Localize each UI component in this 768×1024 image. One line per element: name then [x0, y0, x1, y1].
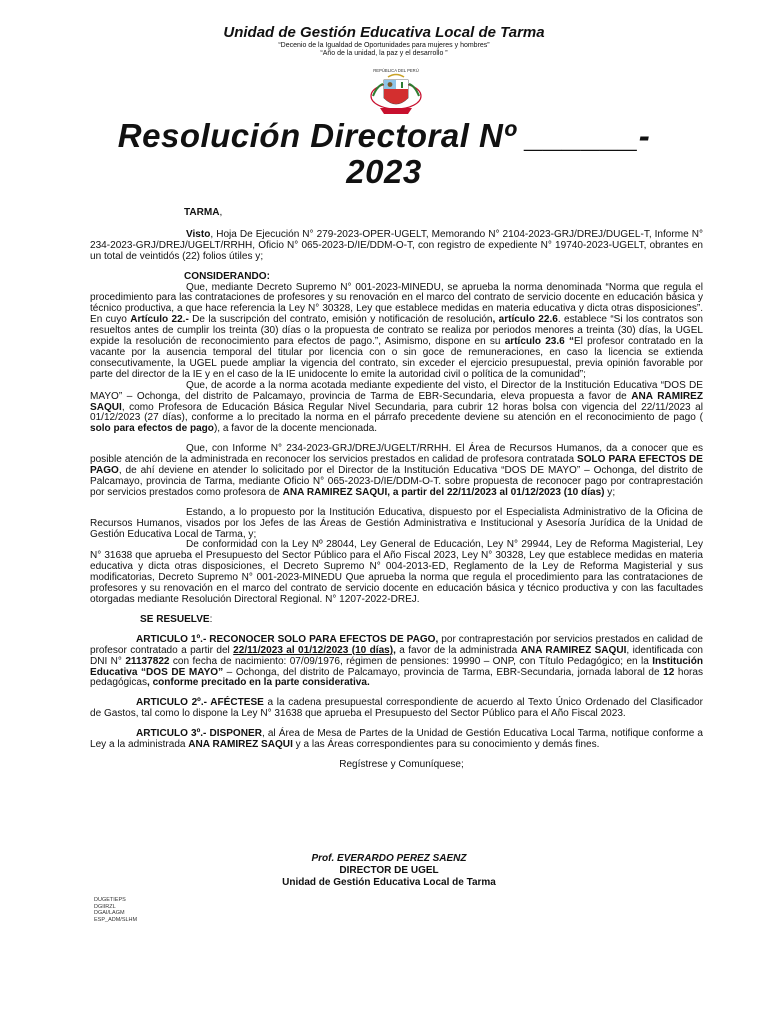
place-line: TARMA,: [184, 207, 223, 218]
title-line-2: 2023: [346, 153, 422, 190]
signatory-role: DIRECTOR DE UGEL: [339, 865, 439, 876]
motto-line-2: “Año de la unidad, la paz y el desarrollo ”: [320, 50, 448, 57]
routing-code: DGIIRZL: [94, 903, 116, 910]
motto-line-1: “Decenio de la Igualdad de Oportunidades para mujeres y hombres”: [278, 42, 490, 49]
article-2: ARTICULO 2º.- AFÉCTESE a la cadena presupuestal correspondiente de acuerdo al Texto Único Ordenado del Clasificador de Gastos, tal como lo dispone la Ley N° 31638 que aprueba el Presupuesto del Sector Público para el Año Fiscal 2023.: [90, 697, 703, 720]
routing-code: DUGETIEPS: [94, 897, 126, 903]
routing-code: DGAI/LAGM: [94, 910, 125, 916]
considerando-paragraph-2: Que, de acorde a la norma acotada mediante expediente del visto, el Director de la Institución Educativa “DOS DE MAYO” – Ochonga, del distrito de Palcamayo, provincia de Tarma de EBR-Secundaria, eleva propuesta a favor de ANA RAMIREZ SAQUI, como Profesora de Educación Básica Regular Nivel Secundaria, para cubrir 12 horas bolsa con vigencia del 22/11/2023 al 01/12/2023 (27 días), conforme a lo precitado la norma en el párrafo precedente deviene su atención en el reconocimiento de pago ( solo para efectos de pago), a favor de la docente mencionada.: [90, 379, 703, 435]
document-body: [90, 208, 703, 771]
coat-of-arms-logo: [368, 66, 424, 122]
considerando-paragraph-3: Que, con Informe N° 234-2023-GRJ/DREJ/UGELT/RRHH. El Área de Recursos Humanos, da a conocer que es posible atención de la administrada en reconocer los servicios prestados en calidad de profesora contratada SOLO PARA EFECTOS DE PAGO, de ahí deviene en atender lo solicitado por el Director de la Institución Educativa “DOS DE MAYO” – Ochonga, del distrito de Palcamayo, provincia de Tarma, mediante Oficio N° 065-2023-D/IE/DDM-O-T. sobre propuesta de reconocer pago por contraprestación por servicios prestados como profesora de ANA RAMIREZ SAQUI, a partir del 22/11/2023 al 01/12/2023 (10 días) y;: [90, 443, 703, 498]
considerando-paragraph-5: De conformidad con la Ley Nº 28044, Ley General de Educación, Ley N° 29944, Ley de Reforma Magisterial, Ley N° 31638 que aprueba el Presupuesto del Sector Público para el Año Fiscal 2023, Ley N° 30328, Ley que establece medidas en materia educativa y dicta otras disposiciones, el Decreto Supremo N° 004-2013-ED, Reglamento de la Ley de Reforma Magisterial y sus modificatorias, Decreto Supremo N° 001-2023-MINEDU Que aprueba la norma que regula el procedimiento para las contrataciones de profesores y su renovación en el marco del contrato de servicio docente en educación básica y técnico productiva y con las facultades otorgadas mediante Resolución Directoral Regional. N° 1207-2022-DREJ.: [90, 539, 703, 605]
place-name: TARMA: [184, 207, 220, 218]
resuelve-heading: SE RESUELVE:: [140, 613, 213, 625]
visto-text: , Hoja De Ejecución N° 279-2023-OPER-UGELT, Memorando N° 2104-2023-GRJ/DREJ/DUGEL-T, Informe N° 234-2023-GRJ/DREJ/UGELT/RRHH, Oficio N° 065-2023-D/IE/DDM-O-T, con registro de expediente N° 19740-2023-UGELT, obrantes en un total de veintidós (22) folios útiles y;: [90, 228, 703, 262]
considerando-heading: CONSIDERANDO:: [184, 270, 270, 282]
routing-codes: [94, 897, 137, 923]
resolution-title: [0, 118, 768, 190]
signature-block: [0, 853, 768, 889]
routing-code: ESP_ADM/SLHM: [94, 916, 138, 923]
article-1: ARTICULO 1º.- RECONOCER SOLO PARA EFECTOS DE PAGO, por contraprestación por servicios prestados en calidad de profesor contratado a partir del 22/11/2023 al 01/12/2023 (10 días), a favor de la administrada ANA RAMIREZ SAQUI, identificada con DNI N° 21137822 con fecha de nacimiento: 07/09/1976, régimen de pensiones: 19990 – ONP, con Título Pedagógico; en la Institución Educativa “DOS DE MAYO” – Ochonga, del distrito de Palcamayo, provincia de Tarma, EBR-Secundaria, jornada laboral de 12 horas pedagógicas, conforme precitado en la parte considerativa.: [90, 633, 704, 689]
signatory-org: Unidad de Gestión Educativa Local de Tarma: [282, 877, 496, 888]
visto-label: Visto: [186, 228, 211, 240]
article-3: ARTICULO 3º.- DISPONER, al Área de Mesa de Partes de la Unidad de Gestión Educativa Local Tarma, notifique conforme a Ley a la administrada ANA RAMIREZ SAQUI y a las Áreas correspondientes para su conocimiento y demás fines.: [90, 728, 703, 751]
visto-paragraph: [90, 230, 703, 263]
considerando-paragraph-4: Estando, a lo propuesto por la Institución Educativa, dispuesto por el Especialista Administrativo de la Oficina de Recursos Humanos, visados por los Jefes de las Áreas de Gestión Administrativa e Institucional y Asesoría Jurídica de la Unidad de Gestión Educativa Local de Tarma, y;: [90, 506, 703, 540]
organization-name: Unidad de Gestión Educativa Local de Tarma: [223, 24, 545, 41]
considerando-paragraph-1: Que, mediante Decreto Supremo N° 001-2023-MINEDU, se aprueba la norma denominada “Norma que regula el procedimiento para las contrataciones de profesores y su renovación en el marco del contrato de servicio docente en educación básica y técnico productiva, a que hace referencia la Ley N° 30328, Ley que establece medidas en materia educativa y dicta otras disposiciones”. En cuyo Artículo 22.- De la suscripción del contrato, emisión y notificación de resolución, artículo 22.6. establece “Si los contratos son resueltos antes de cumplir los treinta (30) días o la propuesta de contrato se realiza por periodos menores a treinta (30) días, la UGEL expide la resolución de reconocimiento para efectos de pago.”, Asimismo, dispone en su artículo 23.6 “El profesor contratado en la vacante por la ausencia temporal del titular por licencia con o sin goce de remuneraciones, en caso la licencia se extienda consecutivamente, la UGEL puede ampliar la vigencia del contrato, sin exceder el ejercicio presupuestal, previa opinión favorable por parte del director de la IE y en el caso de la IE unidocente lo emite la autoridad civil o política de la comunidad”;: [90, 281, 704, 380]
closing-line: Regístrese y Comuníquese;: [339, 758, 464, 770]
title-line-1: Resolución Directoral Nº ______-: [117, 117, 651, 154]
seal-caption: REPÚBLICA DEL PERÚ: [373, 68, 419, 73]
signatory-name: Prof. EVERARDO PEREZ SAENZ: [311, 853, 467, 864]
